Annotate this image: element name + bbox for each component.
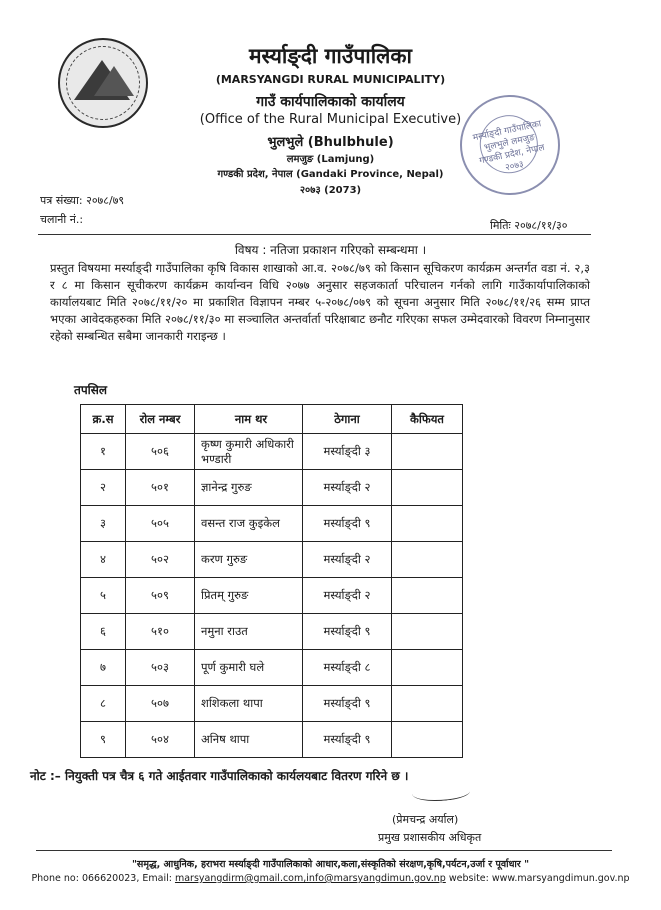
cell-remark — [392, 542, 463, 578]
cell-address: मर्स्याङ्दी ८ — [303, 650, 392, 686]
cell-roll: ५०६ — [126, 434, 195, 470]
municipality-name-en: (MARSYANGDI RURAL MUNICIPALITY) — [215, 73, 446, 86]
cell-sn: १ — [81, 434, 126, 470]
cell-sn: ३ — [81, 506, 126, 542]
cell-roll: ५०३ — [126, 650, 195, 686]
cell-sn: ५ — [81, 578, 126, 614]
cell-sn: ६ — [81, 614, 126, 650]
cell-remark — [392, 470, 463, 506]
cell-remark — [392, 434, 463, 470]
col-header-sn: क्र.स — [81, 405, 126, 434]
header-divider — [38, 234, 591, 235]
cell-address: मर्स्याङ्दी २ — [303, 542, 392, 578]
cell-address: मर्स्याङ्दी ९ — [303, 722, 392, 758]
col-header-roll: रोल नम्बर — [126, 405, 195, 434]
footer-email-link[interactable]: marsyangdirm@gmail.com,info@marsyangdimun.gov.np — [174, 873, 446, 884]
footer-slogan: "समृद्ध, आधुनिक, हराभरा मर्स्याङ्दी गाउँपालिकाको आधार,कला,संस्कृतिको संरक्षण,कृषि,पर्यटन,उर्जा र पूर्वाधार " — [131, 859, 530, 870]
office-district: लमजुङ (Lamjung) — [286, 154, 375, 165]
cell-remark — [392, 722, 463, 758]
footer-divider — [36, 850, 612, 851]
cell-address: मर्स्याङ्दी २ — [303, 470, 392, 506]
stamp-text: मर्स्याङ्दी गाउँपालिका भुलभुले लमजुङ गण्डकी प्रदेश, नेपाल २०७३ — [472, 119, 546, 174]
cell-name: अनिष थापा — [195, 722, 303, 758]
office-province: गण्डकी प्रदेश, नेपाल (Gandaki Province, Nepal) — [217, 169, 444, 180]
cell-remark — [392, 686, 463, 722]
office-name-en: (Office of the Rural Municipal Executive) — [199, 112, 462, 127]
establishment-year: २०७३ (2073) — [299, 185, 362, 196]
cell-sn: ८ — [81, 686, 126, 722]
cell-remark — [392, 650, 463, 686]
footer-contact — [0, 873, 661, 884]
results-table — [80, 404, 463, 758]
table-row — [81, 470, 463, 506]
cell-name: कृष्ण कुमारी अधिकारी भण्डारी — [195, 434, 303, 470]
col-header-remarks: कैफियत — [392, 405, 463, 434]
signatory-name: (प्रेमचन्द्र अर्याल) — [392, 813, 459, 826]
cell-roll: ५०५ — [126, 506, 195, 542]
letter-subject: विषय : नतिजा प्रकाशन गरिएको सम्बन्धमा । — [234, 243, 427, 257]
col-header-name: नाम थर — [195, 405, 303, 434]
footer-phone: Phone no: 066620023, Email: — [31, 873, 172, 884]
table-row — [81, 722, 463, 758]
letter-number: पत्र संख्या: २०७८/७९ — [40, 194, 125, 207]
signatory-title: प्रमुख प्रशासकीय अधिकृत — [378, 831, 482, 844]
cell-name: शशिकला थापा — [195, 686, 303, 722]
cell-roll: ५०७ — [126, 686, 195, 722]
footer-website-link[interactable]: www.marsyangdimun.gov.np — [491, 873, 630, 884]
cell-name: ज्ञानेन्द्र गुरुङ — [195, 470, 303, 506]
table-row — [81, 434, 463, 470]
cell-roll: ५०९ — [126, 578, 195, 614]
letter-date: मितिः २०७८/११/३० — [490, 219, 568, 232]
cell-sn: ४ — [81, 542, 126, 578]
cell-name: प्रितम् गुरुङ — [195, 578, 303, 614]
footer-website-label: website: — [448, 873, 489, 884]
cell-roll: ५०२ — [126, 542, 195, 578]
municipality-name-np: मर्स्याङ्दी गाउँपालिका — [248, 44, 412, 68]
cell-name: नमुना राउत — [195, 614, 303, 650]
cell-address: मर्स्याङ्दी ९ — [303, 686, 392, 722]
cell-sn: ९ — [81, 722, 126, 758]
cell-name: करण गुरुङ — [195, 542, 303, 578]
office-place: भुलभुले (Bhulbhule) — [267, 135, 394, 150]
dispatch-number: चलानी नं.: — [40, 213, 84, 226]
cell-remark — [392, 506, 463, 542]
table-row — [81, 542, 463, 578]
table-row — [81, 506, 463, 542]
col-header-address: ठेगाना — [303, 405, 392, 434]
cell-sn: ७ — [81, 650, 126, 686]
table-row — [81, 614, 463, 650]
cell-name: पूर्ण कुमारी घले — [195, 650, 303, 686]
cell-name: वसन्त राज कुइकेल — [195, 506, 303, 542]
letter-body: प्रस्तुत विषयमा मर्स्याङ्दी गाउँपालिका कृषि विकास शाखाको आ.व. २०७८/७९ को किसान सूचिकरण कार्यक्रम अन्तर्गत वडा नं. २,३ र ८ मा किसान सूचीकरण कार्यक्रम कार्यान्वन विधि २०७७ अनुसार सहजकार्ता परिचालन गर्नको लागि गाउँकार्यापालिकाको कार्यालयबाट मिति २०७८/११/२० मा प्रकाशित विज्ञापन नम्बर ५-२०७८/०७९ को सूचना अनुसार मिति २०७८/११/२६ सम्म प्राप्त भएका आवेदकहरुका मिति २०७८/११/३० मा सञ्चालित अन्तर्वार्ता परिक्षाबाट छनौट गरिएका सफल उम्मेदवारको विवरण निम्नानुसार रहेको सम्बन्धित सबैमा जानकारी गराइन्छ । — [50, 261, 590, 343]
office-name-np: गाउँ कार्यपालिकाको कार्यालय — [256, 94, 405, 110]
distribution-note: नोट :– नियुक्ती पत्र चैत्र ६ गते आईतवार गाउँपालिकाको कार्यलयबाट वितरण गरिने छ । — [30, 769, 409, 783]
cell-address: मर्स्याङ्दी ९ — [303, 614, 392, 650]
table-header-row — [81, 405, 463, 434]
table-caption: तपसिल — [74, 383, 108, 397]
cell-address: मर्स्याङ्दी २ — [303, 578, 392, 614]
cell-remark — [392, 578, 463, 614]
cell-roll: ५०१ — [126, 470, 195, 506]
cell-address: मर्स्याङ्दी ३ — [303, 434, 392, 470]
cell-roll: ५१० — [126, 614, 195, 650]
cell-sn: २ — [81, 470, 126, 506]
cell-roll: ५०४ — [126, 722, 195, 758]
table-row — [81, 578, 463, 614]
cell-remark — [392, 614, 463, 650]
signature-scribble — [411, 781, 470, 804]
table-row — [81, 686, 463, 722]
table-row — [81, 650, 463, 686]
cell-address: मर्स्याङ्दी ९ — [303, 506, 392, 542]
